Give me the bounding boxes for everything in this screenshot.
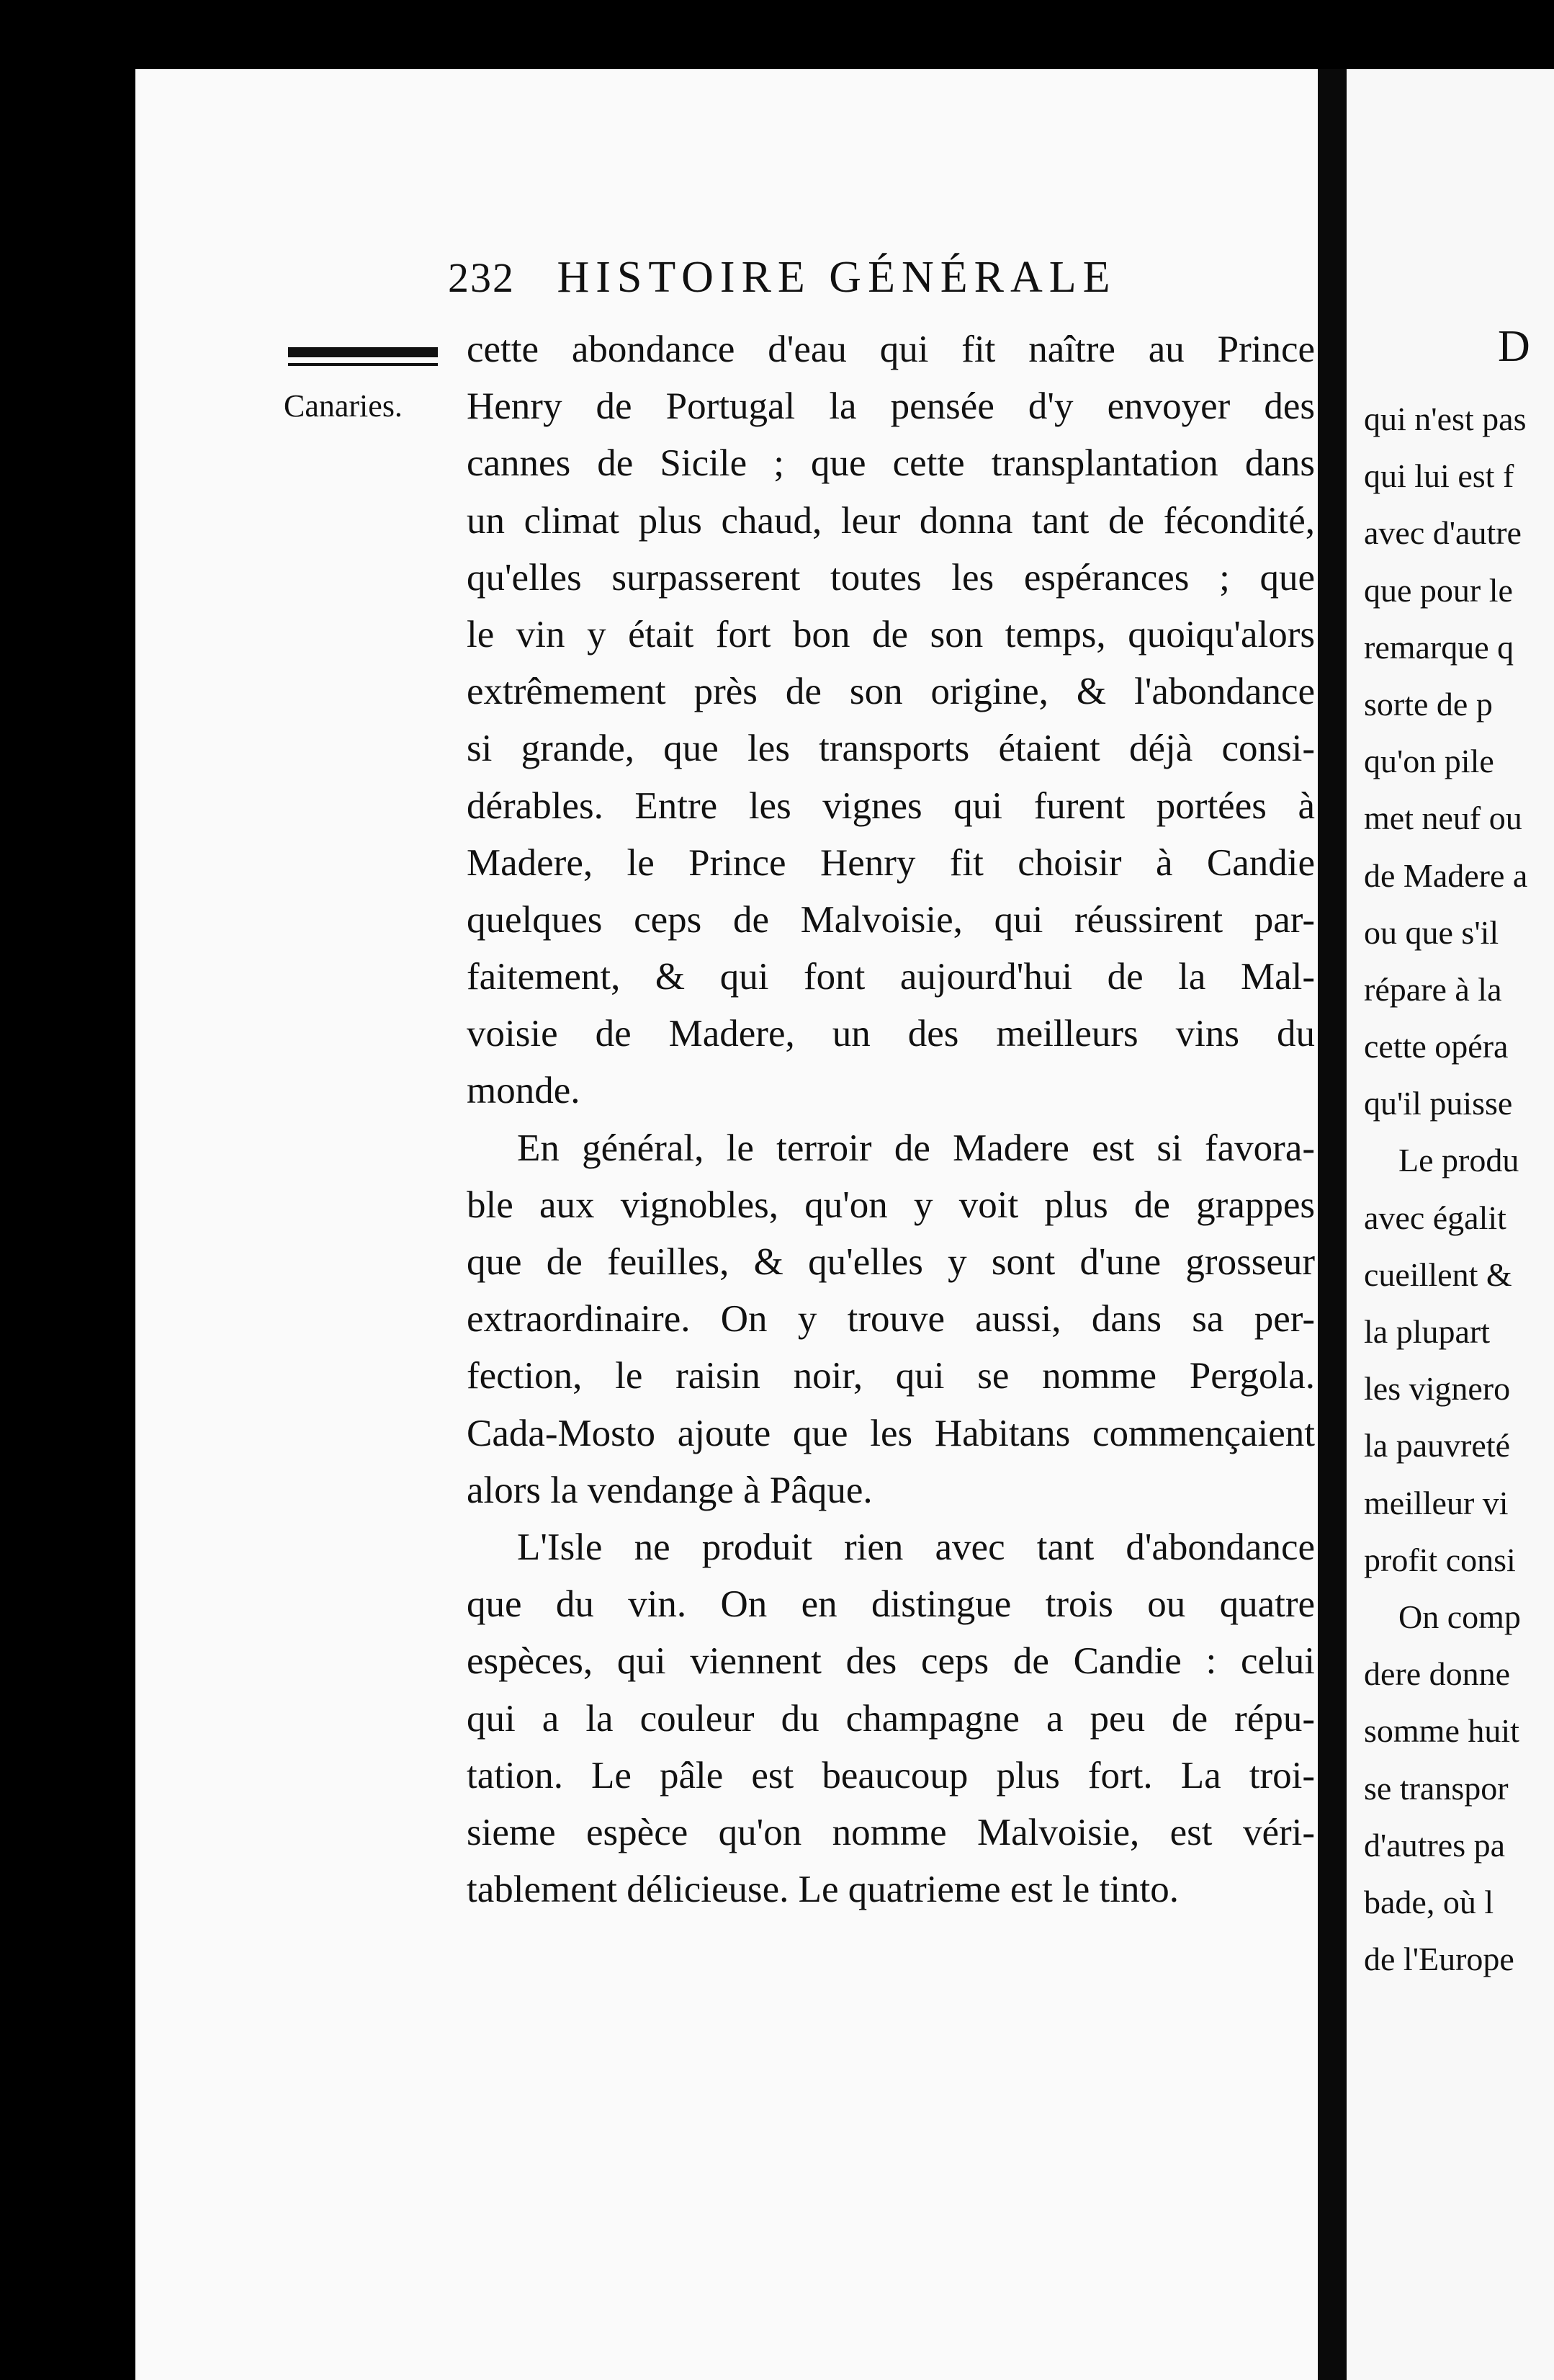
text-line: somme huit	[1364, 1712, 1519, 1750]
text-line: avec d'autre	[1364, 514, 1522, 552]
text-line: met neuf ou	[1364, 800, 1522, 837]
right-page	[1347, 69, 1554, 2380]
text-line: répare à la	[1364, 970, 1502, 1008]
text-line: alors la vendange à Pâque.	[467, 1469, 873, 1511]
text-line: se transpor	[1364, 1769, 1509, 1807]
text-line: voisie de Madere, un des meilleurs vins du	[467, 1013, 1315, 1055]
text-line: le vin y était fort bon de son temps, quoiqu'alors	[467, 613, 1315, 656]
text-line: dérables. Entre les vignes qui furent portées à	[467, 784, 1315, 827]
text-line: qui n'est pas	[1364, 401, 1527, 437]
gutter-shadow	[1318, 69, 1347, 2380]
text-line: qu'on pile	[1364, 743, 1494, 780]
text-line: qu'il puisse	[1364, 1085, 1513, 1122]
text-line: sorte de p	[1364, 685, 1493, 722]
text-line: extrêmement près de son origine, & l'abondance	[467, 671, 1315, 713]
margin-rule	[288, 347, 438, 357]
text-line: cueillent &	[1364, 1256, 1512, 1293]
text-line: meilleur vi	[1364, 1484, 1509, 1521]
text-line: de l'Europe	[1364, 1941, 1514, 1978]
text-line: fection, le raisin noir, qui se nomme Pergola.	[467, 1355, 1315, 1397]
text-line: de Madere a	[1364, 856, 1528, 894]
text-line: En général, le terroir de Madere est si favora-	[517, 1127, 1315, 1169]
text-line: si grande, que les transports étaient déjà consi-	[467, 728, 1315, 770]
left-page-text	[467, 321, 1315, 1918]
text-line: Cada-Mosto ajoute que les Habitans commençaient	[467, 1412, 1315, 1454]
text-line: que de feuilles, & qu'elles y sont d'une grosseur	[467, 1241, 1315, 1283]
text-line: un climat plus chaud, leur donna tant de fécondité,	[467, 499, 1315, 542]
text-line: monde.	[467, 1070, 580, 1112]
running-head	[448, 252, 1240, 310]
text-line: faitement, & qui font aujourd'hui de la Mal-	[467, 956, 1315, 998]
text-line: que du vin. On en distingue trois ou quatre	[467, 1583, 1315, 1626]
text-line: On comp	[1398, 1598, 1521, 1635]
text-line: la plupart	[1364, 1313, 1490, 1350]
text-line: dere donne	[1364, 1655, 1511, 1693]
text-line: que pour le	[1364, 571, 1513, 609]
text-line: Henry de Portugal la pensée d'y envoyer des	[467, 385, 1315, 428]
right-page-text	[1364, 390, 1554, 1987]
text-line: la pauvreté	[1364, 1427, 1511, 1464]
text-line: qui a la couleur du champagne a peu de répu-	[467, 1697, 1315, 1740]
text-line: quelques ceps de Malvoisie, qui réussirent par-	[467, 898, 1315, 941]
text-line: sieme espèce qu'on nomme Malvoisie, est véri-	[467, 1811, 1315, 1853]
text-line: cette abondance d'eau qui fit naître au Prince	[467, 328, 1315, 370]
text-line: extraordinaire. On y trouve aussi, dans sa per-	[467, 1298, 1315, 1341]
text-line: espèces, qui viennent des ceps de Candie : celui	[467, 1640, 1315, 1683]
right-running-head: D	[1498, 322, 1530, 371]
text-line: Madere, le Prince Henry fit choisir à Candie	[467, 841, 1315, 884]
text-line: qu'elles surpasserent toutes les espérances ; que	[467, 556, 1315, 599]
text-line: profit consi	[1364, 1541, 1516, 1578]
text-line: d'autres pa	[1364, 1826, 1506, 1864]
text-line: cette opéra	[1364, 1028, 1509, 1065]
text-line: Le produ	[1398, 1142, 1519, 1179]
text-line: cannes de Sicile ; que cette transplantation dans	[467, 442, 1315, 485]
text-line: qui lui est f	[1364, 457, 1514, 495]
text-line: ou que s'il	[1364, 913, 1499, 951]
text-line: ble aux vignobles, qu'on y voit plus de grappes	[467, 1184, 1315, 1226]
text-line: tation. Le pâle est beaucoup plus fort. La troi-	[467, 1754, 1315, 1797]
text-line: tablement délicieuse. Le quatrieme est le tinto.	[467, 1869, 1179, 1911]
text-line: les vignero	[1364, 1370, 1511, 1408]
text-line: remarque q	[1364, 628, 1514, 666]
page-number: 232	[448, 254, 515, 301]
text-line: bade, où l	[1364, 1883, 1494, 1920]
running-head-title: HISTOIRE GÉNÉRALE	[557, 253, 1117, 302]
text-line: L'Isle ne produit rien avec tant d'abondance	[517, 1526, 1315, 1568]
text-line: avec égalit	[1364, 1199, 1506, 1236]
side-note: Canaries.	[284, 388, 403, 424]
